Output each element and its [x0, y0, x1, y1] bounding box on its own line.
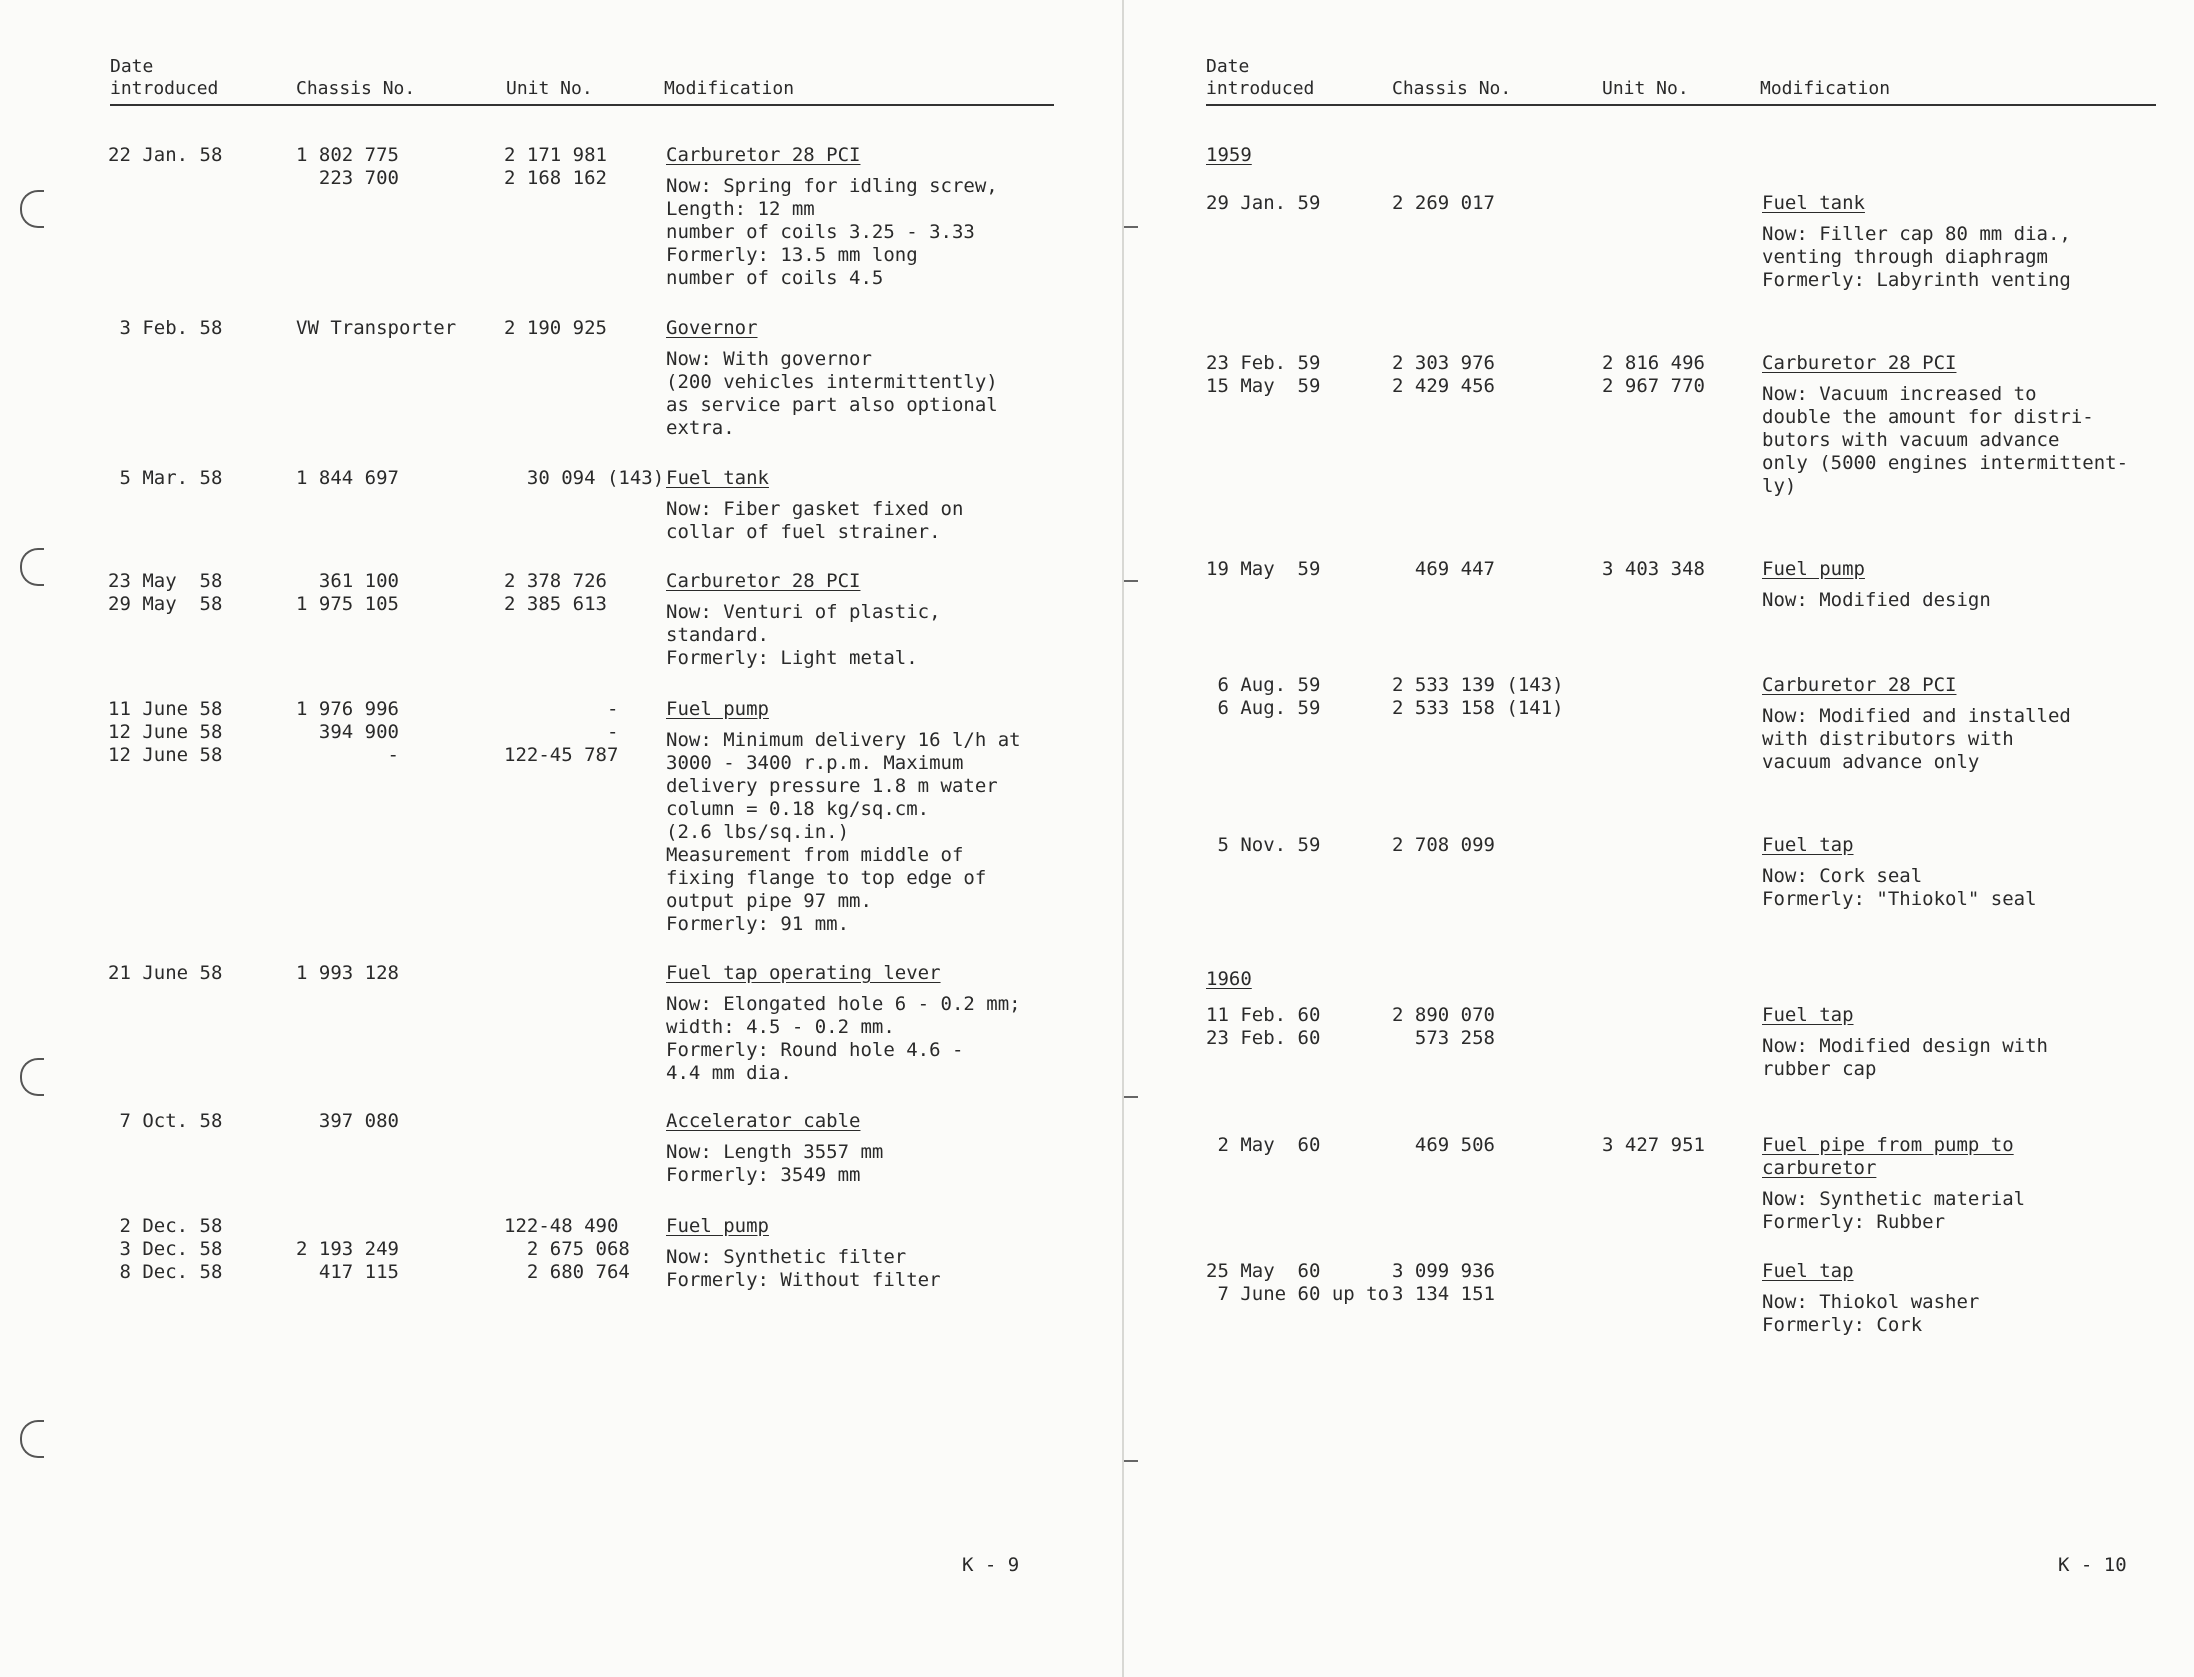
- entry-chassis-no: 1 976 996 394 900 -: [296, 698, 399, 766]
- modification-description: Now: Length 3557 mm Formerly: 3549 mm: [666, 1141, 884, 1186]
- modification-description: Now: Vacuum increased to double the amount for distri- butors with vacuum advance only (5000 engines intermittent- ly): [1762, 383, 2129, 497]
- entry-chassis-no: 1 844 697: [296, 467, 399, 489]
- entry-modification: [1762, 1260, 1979, 1337]
- entry-modification: [666, 1215, 941, 1292]
- modification-description: Now: With governor (200 vehicles intermittently) as service part also optional extra.: [666, 348, 998, 439]
- entry-chassis-no: 2 193 249 417 115: [296, 1238, 399, 1283]
- entry-chassis-no: 2 708 099: [1392, 834, 1495, 856]
- margin-tick: [1124, 1096, 1138, 1098]
- entry-date: 23 May 58 29 May 58: [108, 570, 223, 615]
- punch-hole-mark: [20, 190, 44, 228]
- entry-unit-no: 3 403 348: [1602, 558, 1705, 580]
- entry-date: 21 June 58: [108, 962, 223, 984]
- entry-date: 23 Feb. 59 15 May 59: [1206, 352, 1321, 397]
- header-unit: Unit No.: [1602, 78, 1689, 99]
- page-number: K - 9: [962, 1554, 1020, 1576]
- modification-title: Governor: [666, 317, 758, 339]
- modification-title: Fuel tap operating lever: [666, 962, 941, 984]
- modification-description: Now: Synthetic material Formerly: Rubber: [1762, 1188, 2026, 1233]
- margin-tick: [1124, 1460, 1138, 1462]
- entry-date: 7 Oct. 58: [108, 1110, 223, 1132]
- entry-chassis-no: 1 802 775 223 700: [296, 144, 399, 189]
- modification-title: Fuel pipe from pump to carburetor: [1762, 1134, 2014, 1179]
- entry-chassis-no: 2 533 139 (143) 2 533 158 (141): [1392, 674, 1564, 719]
- entry-chassis-no: 2 890 070 573 258: [1392, 1004, 1495, 1049]
- header-unit: Unit No.: [506, 78, 593, 99]
- margin-tick: [1124, 226, 1138, 228]
- page-number: K - 10: [2058, 1554, 2127, 1576]
- column-header-row: [110, 54, 1054, 106]
- entry-date: 3 Feb. 58: [108, 317, 223, 339]
- entry-date: 19 May 59: [1206, 558, 1321, 580]
- entry-date: 5 Mar. 58: [108, 467, 223, 489]
- modification-description: Now: Synthetic filter Formerly: Without filter: [666, 1246, 941, 1291]
- entry-modification: [666, 698, 1021, 936]
- modification-description: Now: Spring for idling screw, Length: 12 mm number of coils 3.25 - 3.33 Formerly: 13.5 mm long number of coils 4.5: [666, 175, 998, 289]
- modification-description: Now: Modified and installed with distributors with vacuum advance only: [1762, 705, 2071, 773]
- modification-description: Now: Venturi of plastic, standard. Formerly: Light metal.: [666, 601, 941, 669]
- entry-date: 29 Jan. 59: [1206, 192, 1321, 214]
- modification-title: Carburetor 28 PCI: [1762, 674, 1957, 696]
- modification-description: Now: Minimum delivery 16 l/h at 3000 - 3400 r.p.m. Maximum delivery pressure 1.8 m water column = 0.18 kg/sq.cm. (2.6 lbs/sq.in.) Measurement from middle of fixing flange to top edge of output pipe 97 mm. Formerly: 91 mm.: [666, 729, 1021, 935]
- entry-chassis-no: 397 080: [296, 1110, 399, 1132]
- entry-unit-no: 2 816 496 2 967 770: [1602, 352, 1705, 397]
- entry-date: 11 Feb. 60 23 Feb. 60: [1206, 1004, 1321, 1049]
- entry-modification: [1762, 558, 1991, 612]
- header-date: Date introduced: [110, 56, 219, 99]
- modification-description: Now: Cork seal Formerly: "Thiokol" seal: [1762, 865, 2037, 910]
- entry-modification: [666, 317, 998, 440]
- modification-title: Fuel pump: [1762, 558, 1865, 580]
- entry-modification: [1762, 834, 2037, 911]
- entry-chassis-no: VW Transporter: [296, 317, 457, 339]
- year-heading-1960: 1960: [1206, 968, 1252, 990]
- entry-chassis-no: 469 506: [1392, 1134, 1495, 1156]
- entry-date: 6 Aug. 59 6 Aug. 59: [1217, 674, 1321, 719]
- modification-title: Carburetor 28 PCI: [666, 570, 861, 592]
- modification-title: Fuel tap: [1762, 1260, 1854, 1282]
- modification-description: Now: Fiber gasket fixed on collar of fuel strainer.: [666, 498, 964, 543]
- entry-unit-no: - - 122-45 787: [504, 698, 619, 766]
- entry-modification: [666, 467, 963, 544]
- entry-modification: [1762, 1004, 2048, 1081]
- entry-date: 5 Nov. 59: [1206, 834, 1321, 856]
- header-chassis: Chassis No.: [296, 78, 416, 99]
- punch-hole-mark: [20, 548, 44, 586]
- entry-modification: [666, 1110, 883, 1187]
- entry-chassis-no: 469 447: [1392, 558, 1495, 580]
- punch-hole-mark: [20, 1058, 44, 1096]
- page-right: [1124, 0, 2194, 1677]
- modification-title: Fuel tap: [1762, 1004, 1854, 1026]
- entry-modification: [666, 144, 998, 290]
- entry-date: 2 Dec. 58 3 Dec. 58 8 Dec. 58: [119, 1215, 223, 1283]
- modification-description: Now: Modified design with rubber cap: [1762, 1035, 2048, 1080]
- margin-tick: [1124, 580, 1138, 582]
- modification-title: Fuel tank: [666, 467, 769, 489]
- modification-title: Carburetor 28 PCI: [666, 144, 861, 166]
- entry-unit-no: 2 378 726 2 385 613: [504, 570, 607, 615]
- entry-chassis-no: 1 993 128: [296, 962, 399, 984]
- header-modification: Modification: [1760, 78, 1891, 99]
- modification-title: Fuel pump: [666, 698, 769, 720]
- entry-unit-no: 30 094 (143): [504, 467, 665, 489]
- modification-description: Now: Modified design: [1762, 589, 1991, 611]
- entry-chassis-no: 2 269 017: [1392, 192, 1495, 214]
- header-chassis: Chassis No.: [1392, 78, 1512, 99]
- entry-unit-no: 2 171 981 2 168 162: [504, 144, 607, 189]
- header-modification: Modification: [664, 78, 795, 99]
- modification-description: Now: Filler cap 80 mm dia., venting through diaphragm Formerly: Labyrinth venting: [1762, 223, 2071, 291]
- entry-unit-no: 2 190 925: [504, 317, 607, 339]
- modification-description: Now: Elongated hole 6 - 0.2 mm; width: 4.5 - 0.2 mm. Formerly: Round hole 4.6 - 4.4 mm dia.: [666, 993, 1021, 1084]
- modification-title: Accelerator cable: [666, 1110, 861, 1132]
- entry-chassis-no: 3 099 936 3 134 151: [1392, 1260, 1495, 1305]
- entry-modification: [666, 962, 1021, 1085]
- entry-date: 2 May 60: [1206, 1134, 1321, 1156]
- entry-chassis-no: 361 100 1 975 105: [296, 570, 399, 615]
- entry-unit-no: 3 427 951: [1602, 1134, 1705, 1156]
- entry-modification: [1762, 674, 2071, 774]
- year-heading-1959: 1959: [1206, 144, 1252, 166]
- entry-chassis-no: 2 303 976 2 429 456: [1392, 352, 1495, 397]
- modification-description: Now: Thiokol washer Formerly: Cork: [1762, 1291, 1980, 1336]
- entry-modification: [1762, 1134, 2025, 1234]
- entry-modification: [1762, 192, 2071, 292]
- modification-title: Fuel tap: [1762, 834, 1854, 856]
- modification-title: Carburetor 28 PCI: [1762, 352, 1957, 374]
- entry-date: 11 June 58 12 June 58 12 June 58: [108, 698, 223, 766]
- modification-title: Fuel tank: [1762, 192, 1865, 214]
- entry-date: 22 Jan. 58: [108, 144, 223, 166]
- entry-modification: [1762, 352, 2128, 498]
- entry-date: 25 May 60 7 June 60 up to: [1206, 1260, 1390, 1305]
- punch-hole-mark: [20, 1420, 44, 1458]
- entry-unit-no: 122-48 490 2 675 068 2 680 764: [504, 1215, 630, 1283]
- entry-modification: [666, 570, 941, 670]
- modification-title: Fuel pump: [666, 1215, 769, 1237]
- column-header-row: [1206, 54, 2156, 106]
- header-date: Date introduced: [1206, 56, 1315, 99]
